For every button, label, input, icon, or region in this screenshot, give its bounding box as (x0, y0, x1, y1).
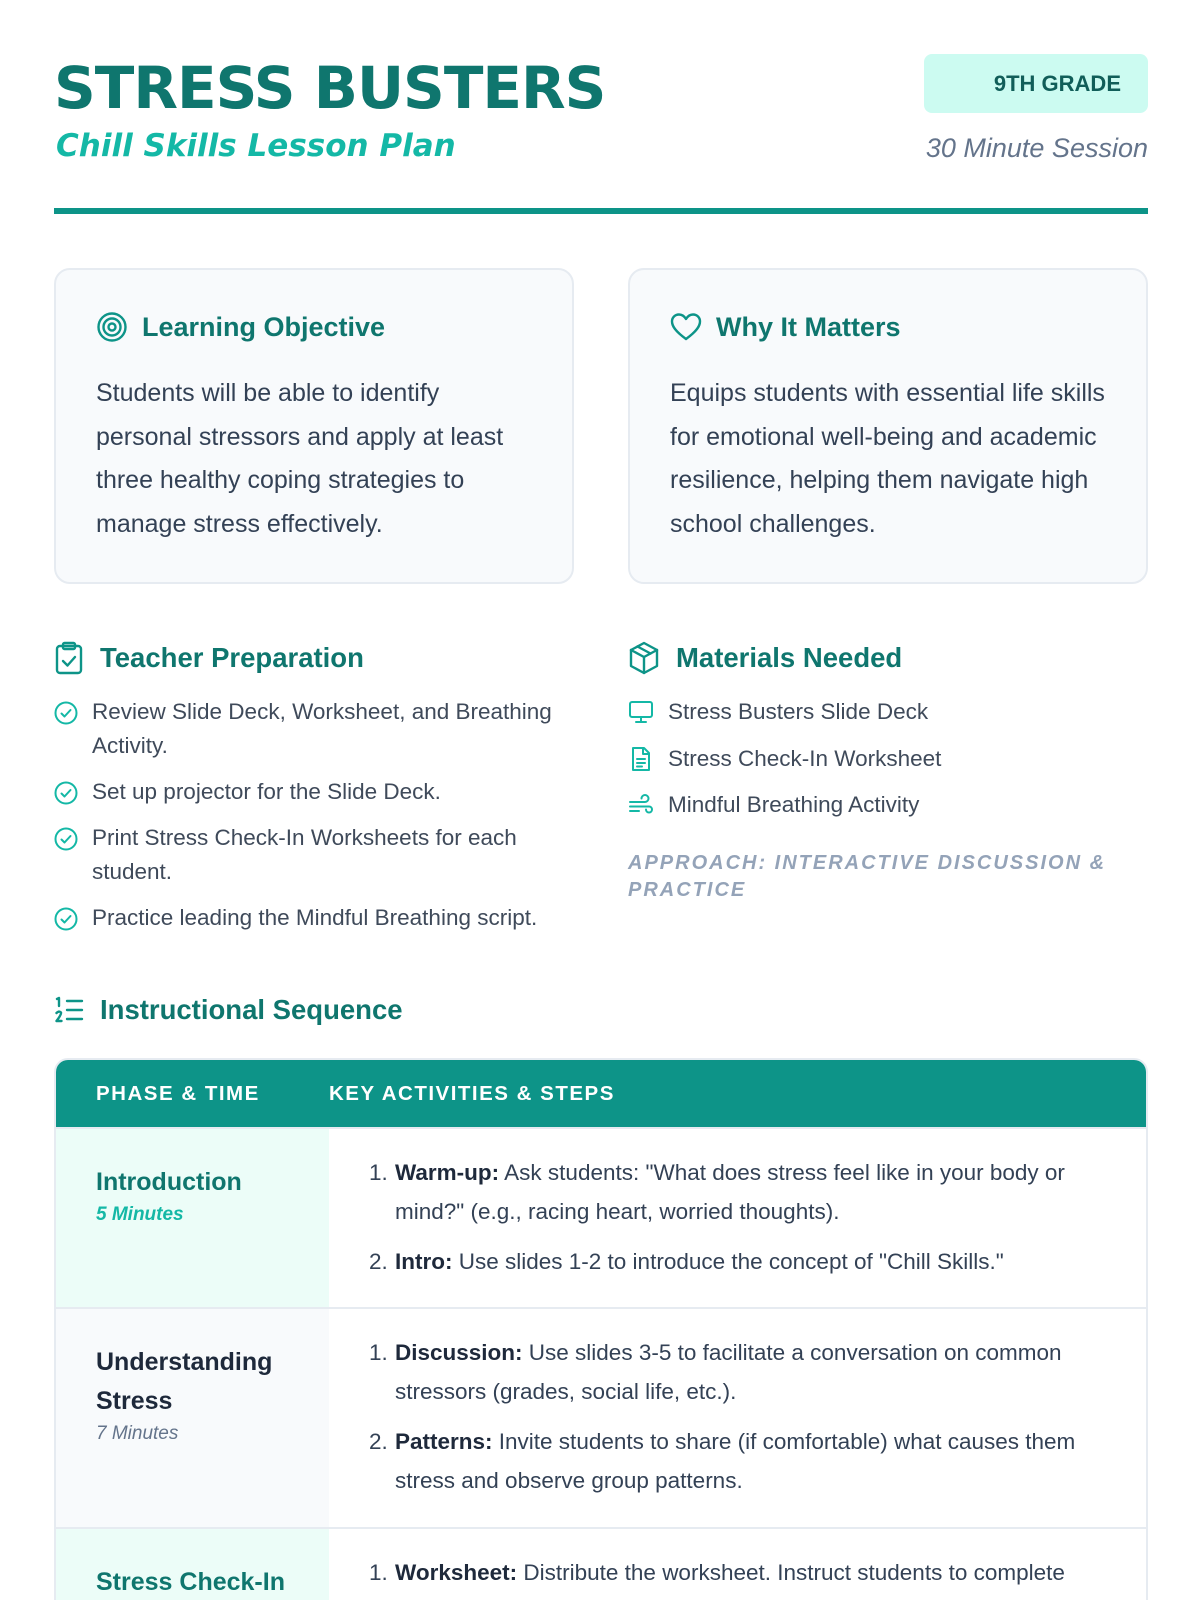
step-number: 1. (369, 1340, 388, 1365)
column-header-phase: PHASE & TIME (96, 1081, 260, 1105)
table-header (56, 1060, 1146, 1127)
wind-icon (628, 793, 654, 817)
phase-time: 5 Minutes (96, 1204, 184, 1225)
list-item (54, 775, 574, 809)
step-text: Invite students to share (if comfortable) what causes them stress and observe group patterns. (395, 1429, 1076, 1493)
check-circle-icon (54, 907, 78, 931)
material-label: Stress Busters Slide Deck (668, 699, 929, 724)
teacher-preparation-list (54, 695, 574, 947)
learning-objective-heading (96, 310, 532, 344)
steps-list (369, 1554, 1096, 1593)
materials-list (628, 695, 1148, 835)
check-circle-icon (54, 827, 78, 851)
list-item (369, 1243, 1096, 1282)
material-label: Mindful Breathing Activity (668, 792, 920, 817)
list-item (369, 1334, 1096, 1411)
step-number: 2. (369, 1249, 388, 1274)
step-text: Use slides 1-2 to introduce the concept of "Chill Skills." (452, 1249, 1004, 1274)
phase-cell (56, 1309, 329, 1527)
why-it-matters-card (628, 268, 1148, 584)
table-row (56, 1127, 1146, 1307)
steps-list (369, 1334, 1096, 1500)
list-item (369, 1154, 1096, 1231)
materials-needed-title: Materials Needed (676, 642, 903, 673)
column-header-steps: KEY ACTIVITIES & STEPS (329, 1081, 615, 1105)
materials-needed-heading (628, 640, 902, 676)
why-it-matters-text: Equips students with essential life skills for emotional well-being and academic resilience, helping them navigate high school challenges. (670, 379, 1105, 538)
prep-item-text: Review Slide Deck, Worksheet, and Breathing Activity. (92, 699, 552, 758)
why-it-matters-title: Why It Matters (716, 311, 901, 342)
list-item (54, 821, 574, 889)
step-label: Patterns: (395, 1429, 493, 1454)
step-text: Use slides 3-5 to facilitate a conversation on common stressors (grades, social life, etc.). (395, 1340, 1062, 1404)
phase-name: Introduction (96, 1168, 242, 1196)
list-item (628, 742, 1148, 776)
step-number: 1. (369, 1160, 388, 1185)
list-item (628, 788, 1148, 822)
learning-objective-card (54, 268, 574, 584)
why-it-matters-heading (670, 310, 1106, 344)
table-row (56, 1307, 1146, 1527)
list-item (54, 695, 574, 763)
instructional-sequence-heading (54, 992, 403, 1028)
phase-cell (56, 1529, 329, 1600)
session-length: 30 Minute Session (925, 133, 1148, 163)
list-item (628, 695, 1148, 729)
learning-objective-title: Learning Objective (142, 311, 386, 342)
teacher-preparation-title: Teacher Preparation (100, 642, 364, 673)
step-number: 2. (369, 1429, 388, 1454)
numbered-list-icon (54, 996, 84, 1024)
learning-objective-text: Students will be able to identify personal stressors and apply at least three healthy coping strategies to manage stress effectively. (96, 379, 504, 538)
header (54, 54, 1148, 214)
clipboard-check-icon (54, 641, 84, 675)
steps-cell (329, 1129, 1146, 1307)
step-text: Distribute the worksheet. Instruct students to complete (517, 1560, 1065, 1585)
list-item (369, 1423, 1096, 1500)
phase-time: 7 Minutes (96, 1423, 179, 1444)
prep-item-text: Practice leading the Mindful Breathing script. (92, 905, 538, 930)
target-icon (96, 311, 128, 343)
phase-name: Stress Check-In (96, 1568, 285, 1596)
prep-item-text: Print Stress Check-In Worksheets for each student. (92, 825, 517, 884)
steps-cell (329, 1529, 1146, 1600)
page-subtitle: Chill Skills Lesson Plan (56, 128, 456, 164)
step-label: Worksheet: (395, 1560, 518, 1585)
phase-cell (56, 1129, 329, 1307)
material-label: Stress Check-In Worksheet (668, 745, 942, 771)
monitor-icon (628, 700, 654, 724)
steps-list (369, 1154, 1096, 1282)
check-circle-icon (54, 701, 78, 725)
list-item (54, 901, 574, 935)
step-label: Warm-up: (395, 1160, 500, 1185)
instructional-sequence-table (54, 1058, 1148, 1600)
table-row (56, 1527, 1146, 1600)
teacher-preparation-heading (54, 640, 364, 676)
heart-icon (670, 312, 702, 342)
grade-badge: 9TH GRADE (924, 54, 1148, 113)
steps-cell (329, 1309, 1146, 1527)
step-label: Intro: (395, 1249, 453, 1274)
list-item (369, 1554, 1096, 1593)
header-divider (54, 208, 1148, 214)
prep-item-text: Set up projector for the Slide Deck. (92, 779, 441, 804)
check-circle-icon (54, 781, 78, 805)
step-text: Ask students: "What does stress feel like in your body or mind?" (e.g., racing heart, worried thoughts). (395, 1160, 1065, 1224)
step-label: Discussion: (395, 1340, 523, 1365)
package-icon (628, 641, 660, 675)
step-number: 1. (369, 1560, 388, 1585)
teaching-approach: APPROACH: INTERACTIVE DISCUSSION & PRACTICE (628, 852, 1107, 901)
page-title: STRESS BUSTERS (54, 54, 606, 122)
phase-name: Understanding Stress (96, 1348, 273, 1415)
instructional-sequence-title: Instructional Sequence (100, 994, 403, 1025)
document-icon (628, 746, 654, 772)
